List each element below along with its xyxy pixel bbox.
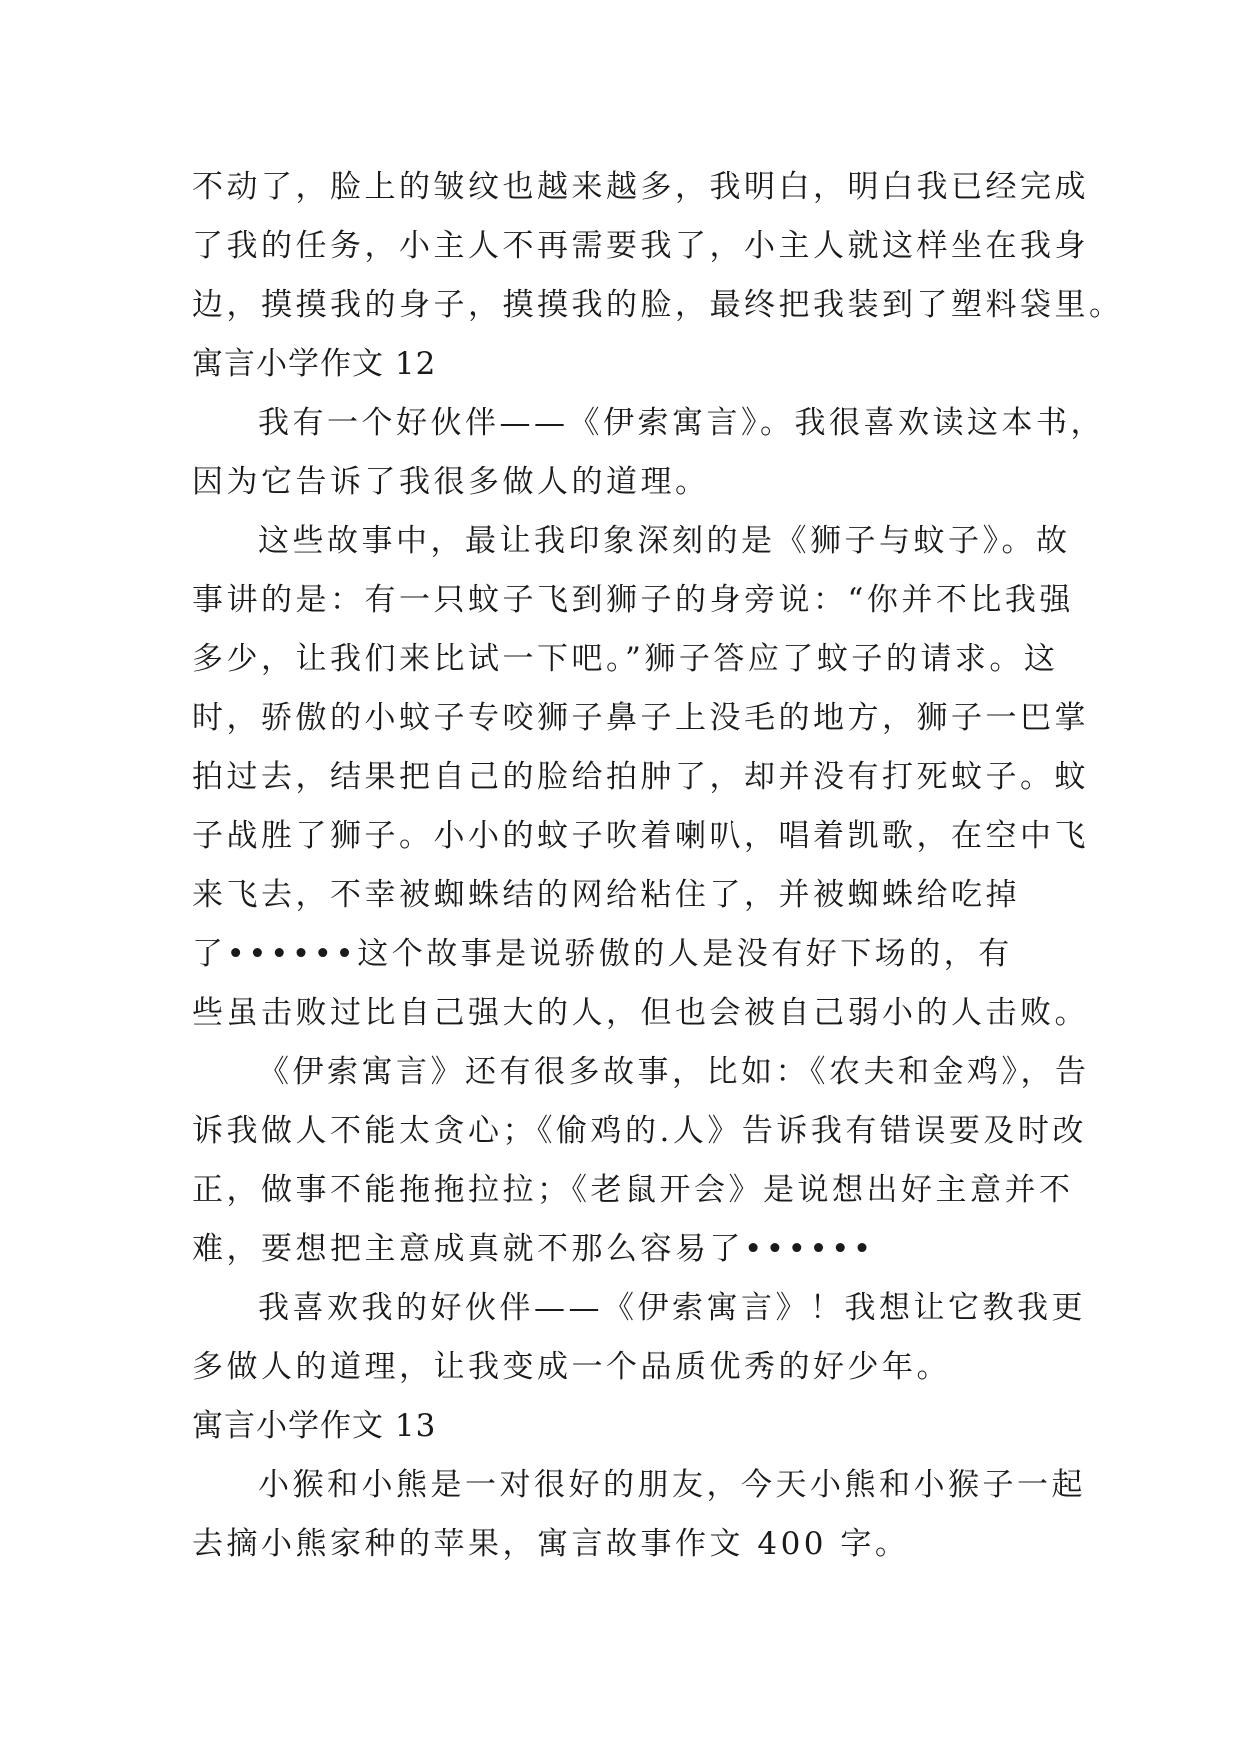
body-line: 正，做事不能拖拖拉拉；《老鼠开会》是说想出好主意并不 <box>192 1172 1074 1208</box>
paragraph-first-line: 《伊索寓言》还有很多故事，比如：《农夫和金鸡》，告 <box>258 1054 1090 1090</box>
section-heading: 寓言小学作文 13 <box>192 1408 437 1444</box>
section-heading: 寓言小学作文 12 <box>192 346 437 382</box>
body-line: 去摘小熊家种的苹果，寓言故事作文 400 字。 <box>192 1526 910 1562</box>
body-line: 事讲的是：有一只蚊子飞到狮子的身旁说：“你并不比我强 <box>192 582 1074 618</box>
document-body <box>192 158 1124 1574</box>
body-line: 多做人的道理，让我变成一个品质优秀的好少年。 <box>192 1349 951 1385</box>
body-line: 了我的任务，小主人不再需要我了，小主人就这样坐在我身 <box>192 228 1089 264</box>
body-line: 拍过去，结果把自己的脸给拍肿了，却并没有打死蚊子。蚊 <box>192 759 1089 795</box>
body-line: 多少，让我们来比试一下吧。”狮子答应了蚊子的请求。这 <box>192 641 1059 677</box>
body-line: 些虽击败过比自己强大的人，但也会被自己弱小的人击败。 <box>192 995 1089 1031</box>
paragraph-first-line: 小猴和小熊是一对很好的朋友，今天小熊和小猴子一起 <box>258 1467 1086 1503</box>
body-line: 来飞去，不幸被蜘蛛结的网给粘住了，并被蜘蛛给吃掉 <box>192 877 1020 913</box>
body-line: 难，要想把主意成真就不那么容易了•••••• <box>192 1231 875 1267</box>
body-line: 因为它告诉了我很多做人的道理。 <box>192 464 710 500</box>
body-line: 不动了，脸上的皱纹也越来越多，我明白，明白我已经完成 <box>192 169 1089 205</box>
body-line: 边，摸摸我的身子，摸摸我的脸，最终把我装到了塑料袋里。 <box>192 287 1124 323</box>
paragraph-first-line: 我喜欢我的好伙伴——《伊索寓言》！我想让它教我更 <box>258 1290 1086 1326</box>
body-line: 子战胜了狮子。小小的蚊子吹着喇叭，唱着凯歌，在空中飞 <box>192 818 1089 854</box>
body-line: 了••••••这个故事是说骄傲的人是没有好下场的，有 <box>192 936 1013 972</box>
body-line: 诉我做人不能太贪心；《偷鸡的.人》告诉我有错误要及时改 <box>192 1113 1087 1149</box>
paragraph-first-line: 这些故事中，最让我印象深刻的是《狮子与蚊子》。故 <box>258 523 1071 559</box>
paragraph-first-line: 我有一个好伙伴——《伊索寓言》。我很喜欢读这本书， <box>258 405 1105 441</box>
body-line: 时，骄傲的小蚊子专咬狮子鼻子上没毛的地方，狮子一巴掌 <box>192 700 1089 736</box>
